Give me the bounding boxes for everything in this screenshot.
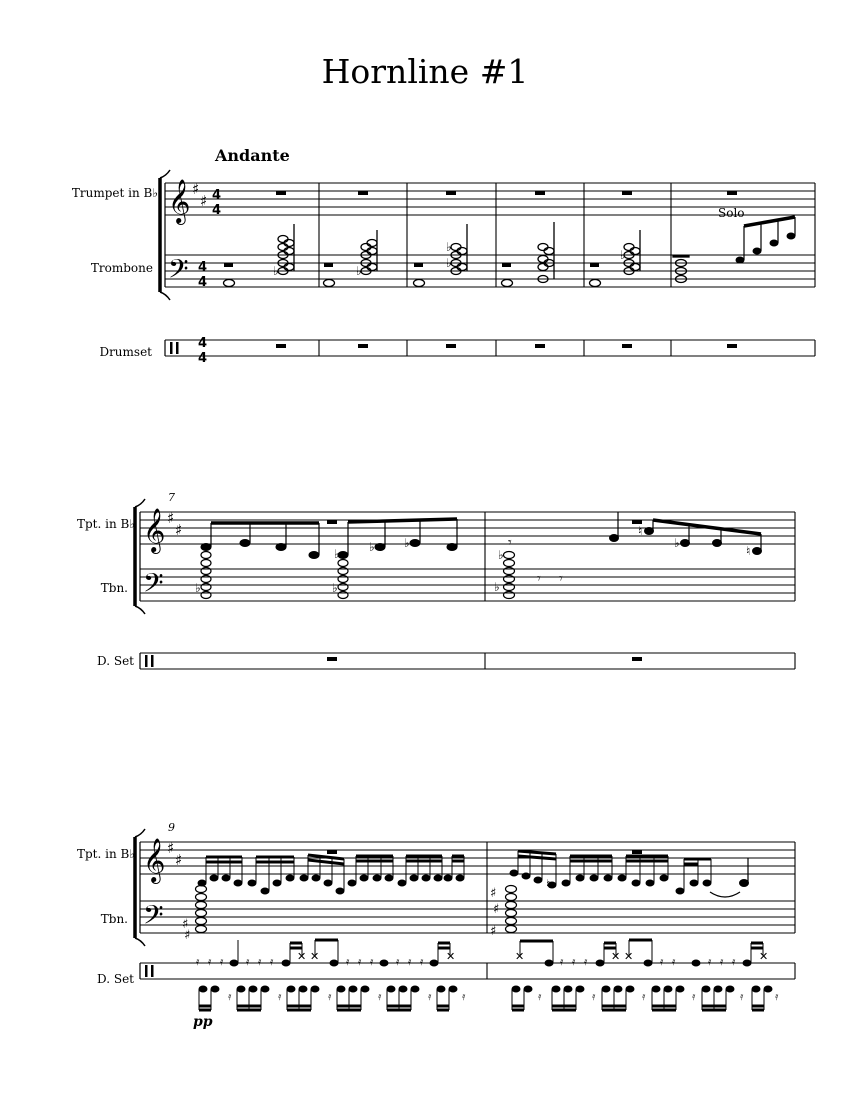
- svg-text:𝄿: 𝄿: [775, 990, 779, 1003]
- svg-text:𝄿: 𝄿: [672, 955, 676, 968]
- svg-text:𝄿: 𝄿: [328, 990, 332, 1003]
- svg-text:♭: ♭: [332, 581, 338, 595]
- staff-name-drumset-short: D. Set: [97, 654, 134, 668]
- svg-text:𝄿: 𝄿: [358, 955, 362, 968]
- svg-text:♯: ♯: [490, 924, 497, 939]
- svg-text:𝄿: 𝄿: [642, 990, 646, 1003]
- staff-name-drumset-short: D. Set: [97, 972, 134, 986]
- svg-text:𝄾: 𝄾: [537, 571, 541, 587]
- svg-text:♭: ♭: [498, 548, 504, 562]
- chord: [538, 222, 554, 283]
- svg-text:♭: ♭: [195, 581, 201, 595]
- svg-text:𝄿: 𝄿: [396, 955, 400, 968]
- measure-number: 9: [168, 821, 175, 834]
- chord: [361, 230, 377, 275]
- system-2-notes: [201, 512, 762, 599]
- bass-clef: 𝄢: [168, 253, 189, 291]
- svg-text:✕: ✕: [310, 950, 320, 963]
- svg-text:𝄿: 𝄿: [246, 955, 250, 968]
- svg-text:𝄿: 𝄿: [572, 955, 576, 968]
- svg-text:♭: ♭: [404, 536, 410, 550]
- tempo-marking: Andante: [215, 146, 290, 165]
- sixteenth-run: [198, 855, 464, 894]
- svg-text:𝄿: 𝄿: [270, 955, 274, 968]
- score-title: Hornline #1: [321, 52, 529, 91]
- svg-text:𝄿: 𝄿: [462, 990, 466, 1003]
- staff-name-trombone-short: Tbn.: [100, 581, 128, 595]
- svg-text:𝄞: 𝄞: [143, 508, 166, 552]
- staff-name-trumpet: Trumpet in B♭: [71, 186, 158, 200]
- svg-text:𝄿: 𝄿: [720, 955, 724, 968]
- svg-text:♯: ♯: [175, 851, 183, 869]
- svg-text:4: 4: [198, 336, 208, 351]
- svg-text:𝄿: 𝄿: [228, 990, 232, 1003]
- svg-text:𝄿: 𝄿: [346, 955, 350, 968]
- svg-text:𝄿: 𝄿: [708, 955, 712, 968]
- drumset-staff: [165, 340, 815, 356]
- svg-text:𝄾: 𝄾: [508, 535, 512, 551]
- svg-text:♮: ♮: [546, 877, 551, 891]
- trumpet-staff: [140, 512, 795, 544]
- dynamic-marking: pp: [193, 1014, 213, 1030]
- svg-text:♭: ♭: [356, 264, 362, 278]
- svg-text:𝄿: 𝄿: [732, 955, 736, 968]
- system-1: [160, 170, 815, 356]
- svg-text:𝄿: 𝄿: [740, 990, 744, 1003]
- svg-text:𝄿: 𝄿: [660, 955, 664, 968]
- svg-text:𝄿: 𝄿: [592, 990, 596, 1003]
- solo-marking: Solo: [718, 206, 745, 220]
- svg-text:✕: ✕: [759, 950, 769, 963]
- svg-text:𝄿: 𝄿: [584, 955, 588, 968]
- svg-text:♭: ♭: [273, 264, 279, 278]
- svg-text:♮: ♮: [638, 524, 643, 538]
- svg-text:✕: ✕: [446, 950, 456, 963]
- svg-text:𝄿: 𝄿: [408, 955, 412, 968]
- svg-text:♭: ♭: [369, 540, 375, 554]
- svg-text:4: 4: [198, 275, 208, 290]
- svg-text:♯: ♯: [175, 521, 183, 539]
- svg-text:4: 4: [212, 203, 222, 218]
- trombone-staff: [140, 569, 795, 601]
- svg-text:♭: ♭: [446, 240, 452, 254]
- svg-text:𝄿: 𝄿: [196, 955, 200, 968]
- trumpet-staff: [165, 183, 815, 215]
- svg-text:♯: ♯: [493, 902, 500, 917]
- svg-text:4: 4: [198, 260, 208, 275]
- svg-text:♯: ♯: [490, 886, 497, 901]
- svg-text:𝄾: 𝄾: [559, 571, 563, 587]
- system-3: [135, 829, 795, 979]
- system-3-notes: [196, 851, 773, 1010]
- chord: [624, 230, 640, 275]
- svg-text:4: 4: [198, 351, 208, 366]
- staff-name-trombone-short: Tbn.: [100, 912, 128, 926]
- chord: [451, 224, 467, 275]
- svg-text:𝄿: 𝄿: [258, 955, 262, 968]
- staff-name-drumset: Drumset: [99, 345, 152, 359]
- svg-text:𝄞: 𝄞: [143, 838, 166, 882]
- svg-text:♯: ♯: [182, 917, 189, 932]
- svg-text:♯: ♯: [167, 839, 175, 857]
- svg-text:𝄿: 𝄿: [692, 990, 696, 1003]
- svg-text:𝄢: 𝄢: [143, 899, 164, 937]
- staff-name-trombone: Trombone: [90, 261, 153, 275]
- svg-text:𝄿: 𝄿: [278, 990, 282, 1003]
- staff-name-trumpet-short: Tpt. in B♭: [77, 847, 135, 861]
- svg-text:♭: ♭: [446, 256, 452, 270]
- svg-text:𝄿: 𝄿: [538, 990, 542, 1003]
- svg-text:✕: ✕: [297, 950, 307, 963]
- svg-text:𝄿: 𝄿: [370, 955, 374, 968]
- svg-text:✕: ✕: [624, 950, 634, 963]
- drumset-staff: [140, 653, 795, 669]
- solo-figure: [736, 217, 795, 263]
- svg-text:♭: ♭: [334, 547, 340, 561]
- svg-text:𝄿: 𝄿: [208, 955, 212, 968]
- svg-text:♭: ♭: [674, 536, 680, 550]
- svg-text:𝄿: 𝄿: [428, 990, 432, 1003]
- svg-text:♮: ♮: [746, 544, 751, 558]
- staff-name-trumpet-short: Tpt. in B♭: [77, 517, 135, 531]
- chord: [278, 224, 294, 275]
- sharp: ♯: [200, 192, 208, 210]
- treble-clef: 𝄞: [168, 179, 191, 223]
- svg-text:✕: ✕: [515, 950, 525, 963]
- svg-text:♯: ♯: [167, 509, 175, 527]
- svg-text:𝄿: 𝄿: [560, 955, 564, 968]
- svg-text:4: 4: [212, 188, 222, 203]
- svg-text:♭: ♭: [620, 248, 626, 262]
- svg-text:𝄢: 𝄢: [143, 567, 164, 605]
- svg-text:✕: ✕: [611, 950, 621, 963]
- svg-text:𝄿: 𝄿: [420, 955, 424, 968]
- svg-text:♭: ♭: [494, 580, 500, 594]
- trombone-staff: [140, 901, 795, 933]
- sharp: ♯: [192, 180, 200, 198]
- svg-text:𝄿: 𝄿: [378, 990, 382, 1003]
- measure-number: 7: [168, 491, 175, 504]
- trombone-staff: [165, 255, 815, 287]
- svg-text:♯: ♯: [184, 928, 191, 943]
- svg-text:𝄿: 𝄿: [220, 955, 224, 968]
